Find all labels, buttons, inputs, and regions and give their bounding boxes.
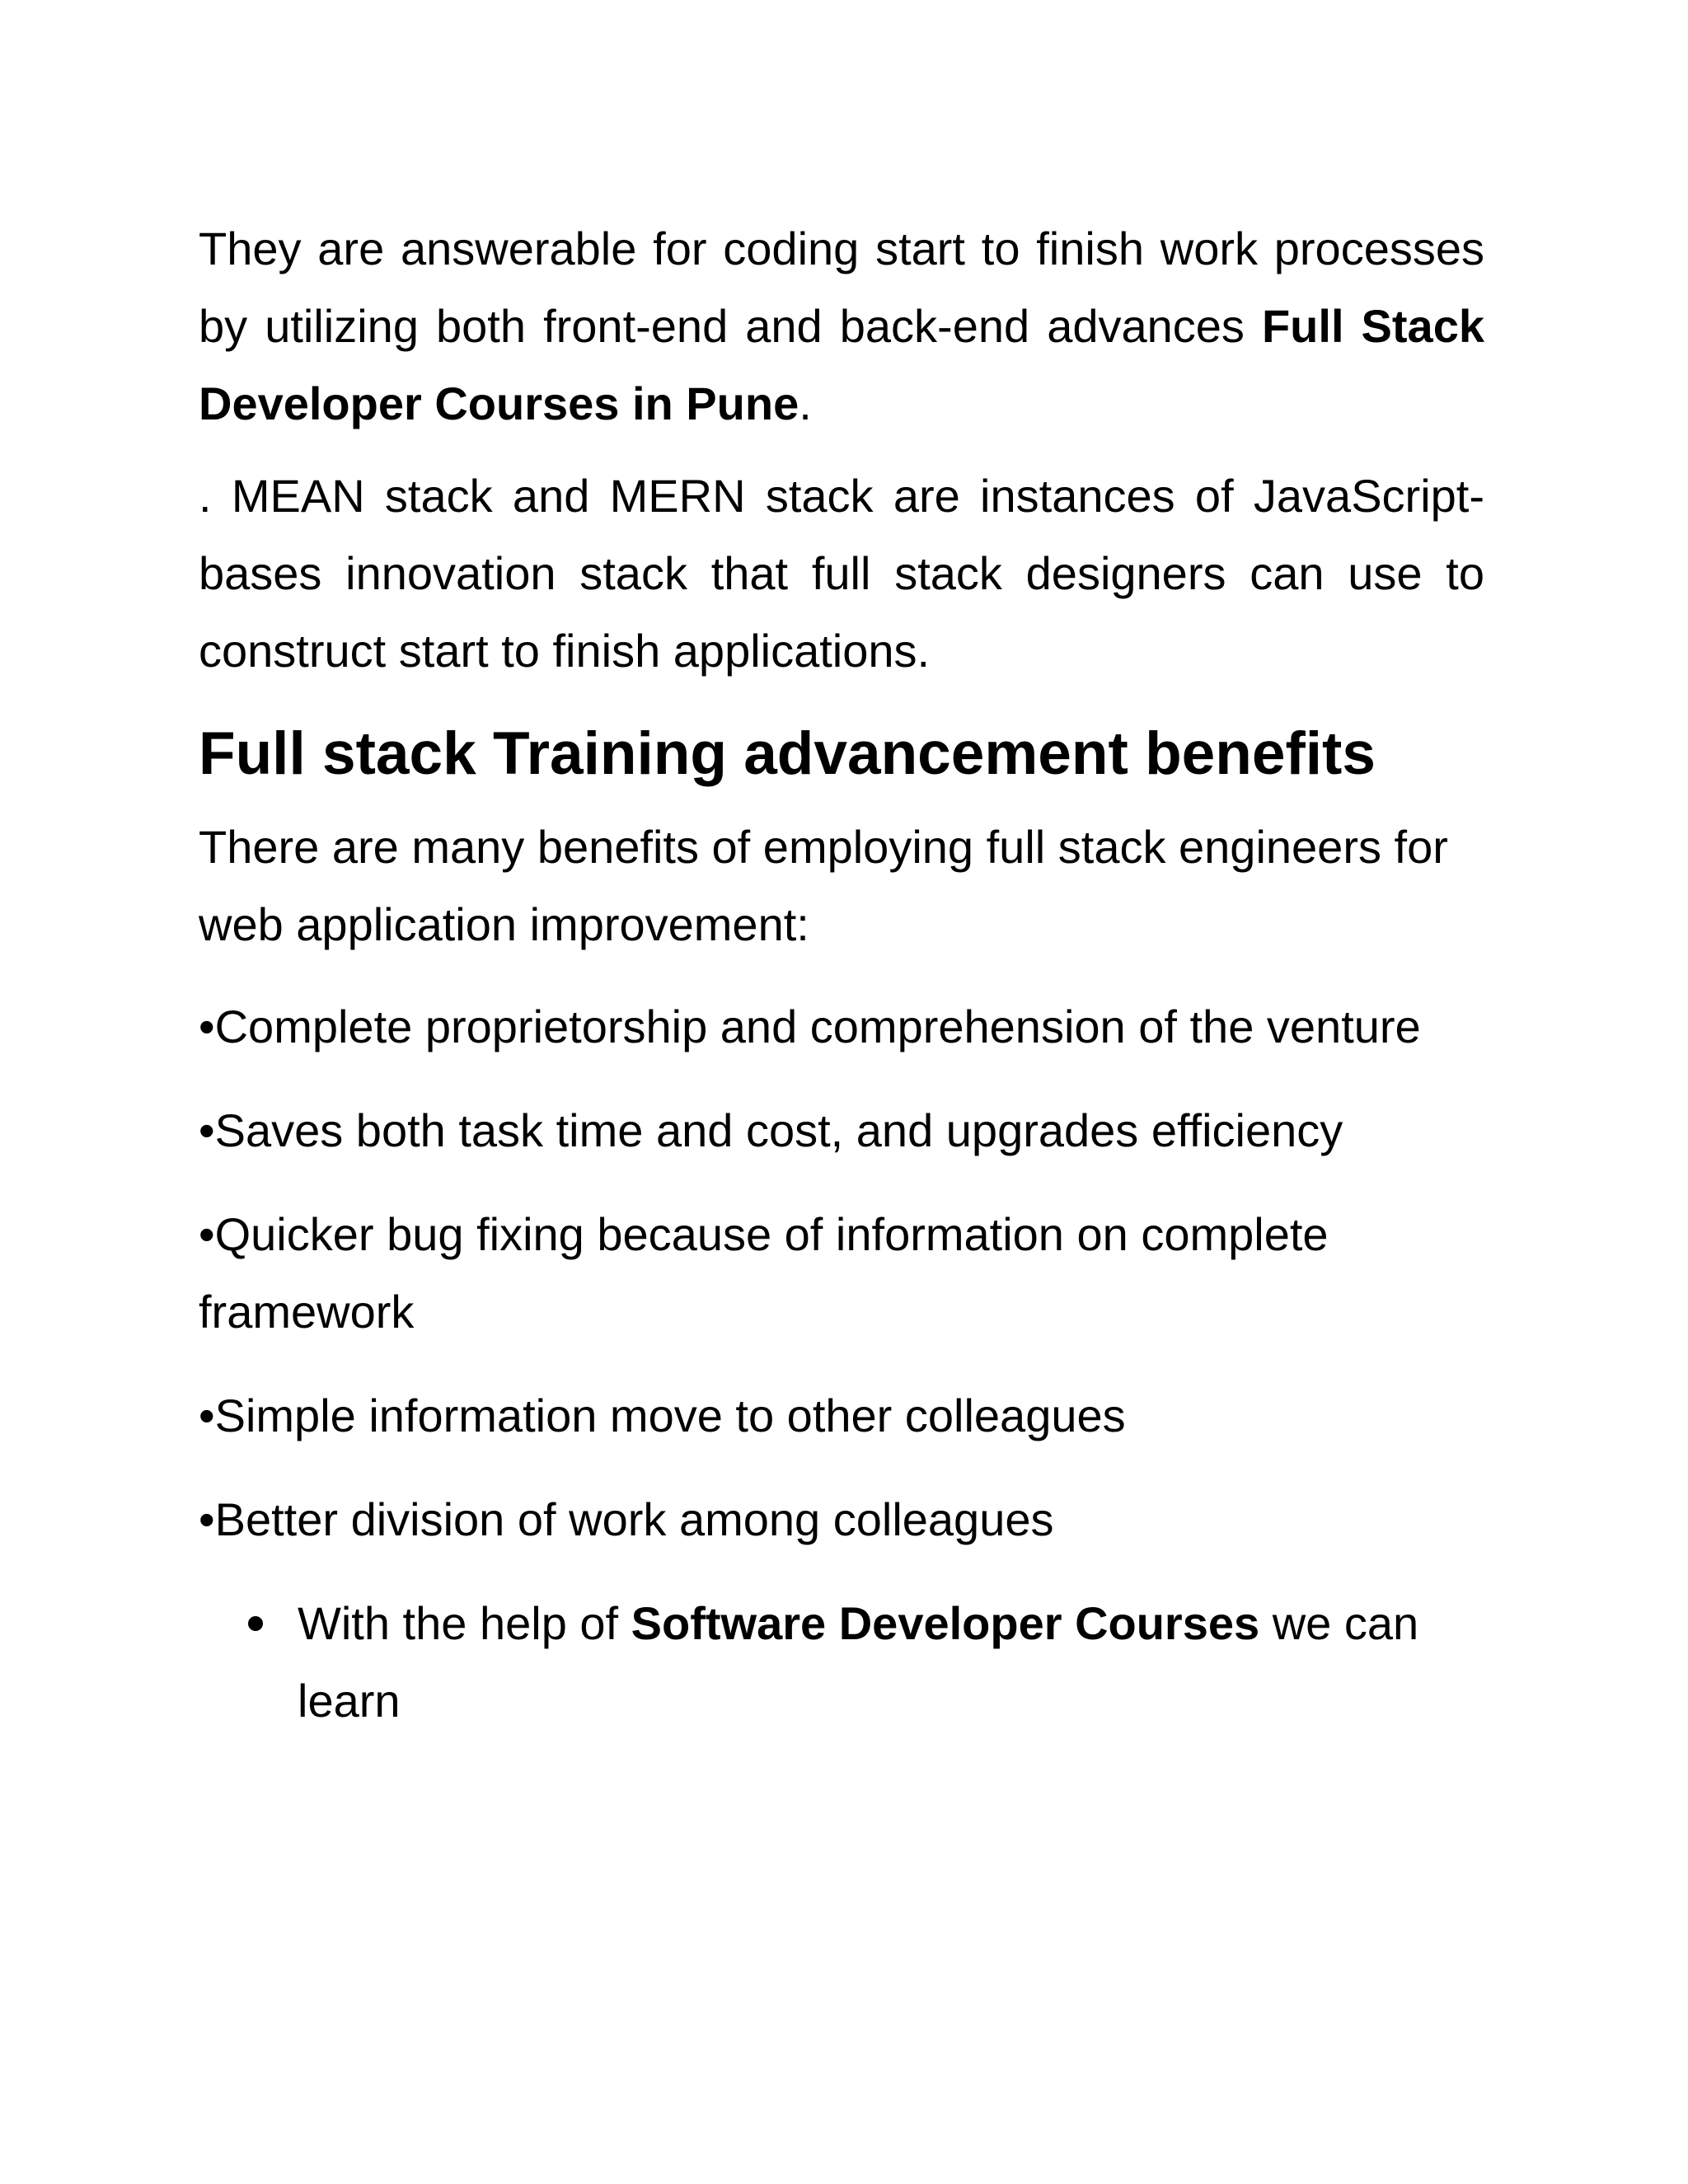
bold-link-text: Full Stack Developer Courses in Pune [199, 300, 1484, 429]
benefit-item: •Better division of work among colleagues [199, 1493, 1054, 1545]
paragraph-benefits-intro: There are many benefits of employing full stack engineers for web application improvement: [199, 821, 1448, 950]
benefit-item: •Simple information move to other colleagues [199, 1390, 1126, 1441]
list-item-text: With the help of [298, 1597, 631, 1649]
benefit-item: •Quicker bug fixing because of information on complete framework [199, 1208, 1329, 1338]
list-item [199, 1585, 1484, 1740]
bold-link-text: Software Developer Courses [631, 1597, 1260, 1649]
document-content [199, 210, 1484, 1740]
paragraph-intro-work [199, 210, 1484, 443]
benefit-item: •Complete proprietorship and comprehension of the venture [199, 1001, 1421, 1052]
section-heading: Full stack Training advancement benefits [199, 720, 1376, 787]
list-item-text: we can learn [298, 1597, 1419, 1727]
bullet-list [199, 1585, 1484, 1740]
benefit-item: •Saves both task time and cost, and upgrades efficiency [199, 1104, 1343, 1156]
paragraph-mean-mern: . MEAN stack and MERN stack are instances of JavaScript- bases innovation stack that full stack designers can use to construct start to finish applications. [199, 470, 1484, 677]
bullet-dot-icon [248, 1616, 263, 1631]
paragraph-text: They are answerable for coding start to finish work processes by utilizing both front-end and back-end advances [199, 223, 1484, 352]
paragraph-text: . [799, 377, 812, 429]
